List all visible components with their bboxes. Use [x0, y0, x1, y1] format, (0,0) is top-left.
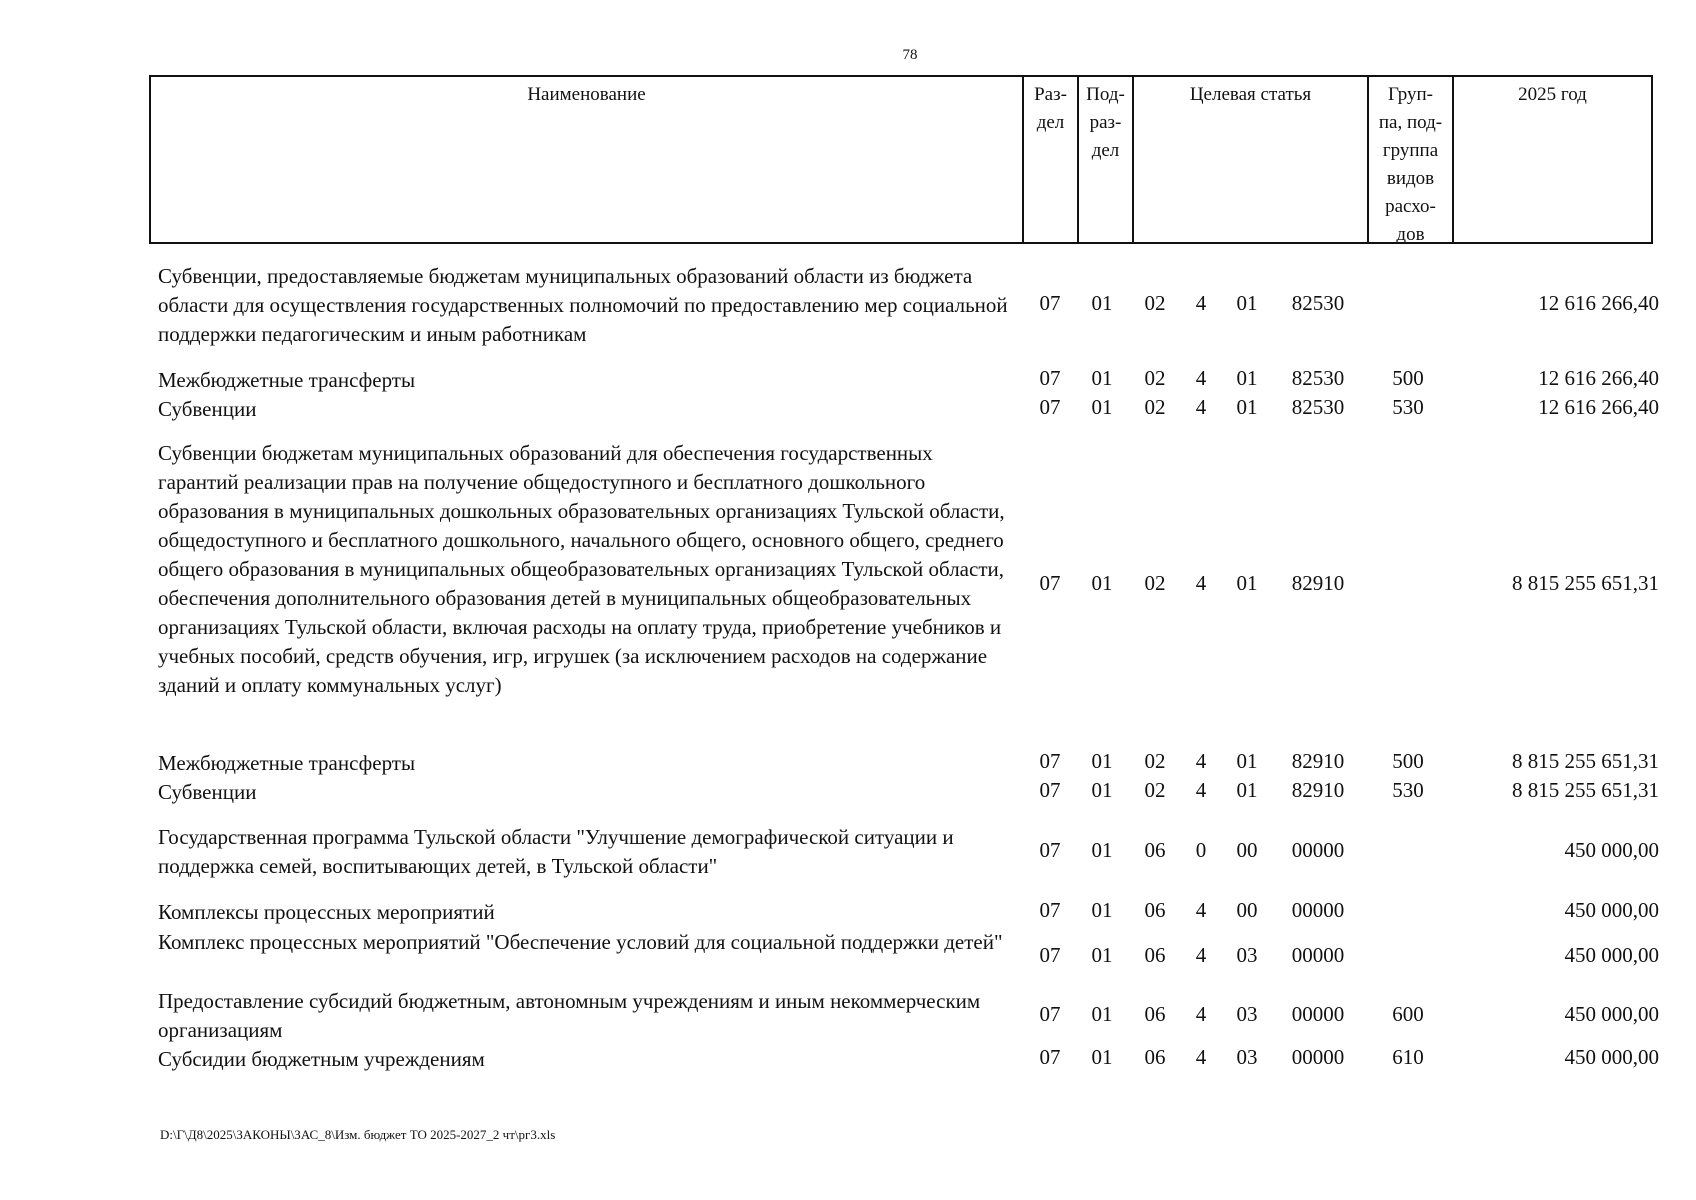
row-razdel: 07 — [1039, 291, 1061, 315]
row-name: Предоставление субсидий бюджетным, автономным учреждениям и иным некоммерческим организациям — [158, 989, 981, 1042]
row-group: 500 — [1392, 366, 1424, 390]
table-row — [0, 928, 1696, 988]
row-target-1: 06 — [1144, 838, 1166, 862]
table-row — [0, 395, 1696, 425]
row-razdel: 07 — [1039, 838, 1061, 862]
row-target-4: 82530 — [1291, 291, 1345, 315]
row-amount: 450 000,00 — [1564, 898, 1659, 922]
row-podrazdel: 01 — [1091, 1045, 1113, 1069]
row-podrazdel: 01 — [1091, 778, 1113, 802]
row-podrazdel: 01 — [1091, 749, 1113, 773]
row-target-1: 02 — [1144, 291, 1166, 315]
row-target-2: 0 — [1195, 838, 1207, 862]
row-amount: 450 000,00 — [1564, 1045, 1659, 1069]
row-razdel: 07 — [1039, 395, 1061, 419]
row-target-3: 01 — [1236, 291, 1258, 315]
table-row — [0, 1045, 1696, 1075]
row-target-4: 00000 — [1291, 898, 1345, 922]
row-target-2: 4 — [1195, 571, 1207, 595]
table-row — [0, 749, 1696, 779]
row-podrazdel: 01 — [1091, 1002, 1113, 1026]
row-amount: 12 616 266,40 — [1538, 366, 1659, 390]
header-year: 2025 год — [1518, 84, 1587, 105]
row-podrazdel: 01 — [1091, 943, 1113, 967]
row-name: Комплекс процессных мероприятий "Обеспечение условий для социальной поддержки детей" — [158, 930, 1003, 954]
row-target-4: 00000 — [1291, 838, 1345, 862]
row-amount: 8 815 255 651,31 — [1512, 749, 1659, 773]
row-target-1: 02 — [1144, 395, 1166, 419]
row-target-3: 03 — [1236, 943, 1258, 967]
row-amount: 8 815 255 651,31 — [1512, 571, 1659, 595]
table-row — [0, 439, 1696, 731]
row-group: 530 — [1392, 778, 1424, 802]
page-number: 78 — [902, 47, 918, 63]
row-podrazdel: 01 — [1091, 838, 1113, 862]
row-target-4: 82910 — [1291, 749, 1345, 773]
row-target-4: 82910 — [1291, 571, 1345, 595]
table-row — [0, 987, 1696, 1047]
row-target-2: 4 — [1195, 778, 1207, 802]
row-razdel: 07 — [1039, 1002, 1061, 1026]
row-target-3: 01 — [1236, 778, 1258, 802]
row-razdel: 07 — [1039, 778, 1061, 802]
row-podrazdel: 01 — [1091, 366, 1113, 390]
row-target-2: 4 — [1195, 943, 1207, 967]
row-target-1: 06 — [1144, 943, 1166, 967]
row-target-1: 02 — [1144, 571, 1166, 595]
row-target-2: 4 — [1195, 898, 1207, 922]
row-target-3: 01 — [1236, 395, 1258, 419]
row-target-4: 00000 — [1291, 1045, 1345, 1069]
row-amount: 12 616 266,40 — [1538, 291, 1659, 315]
row-target-3: 00 — [1236, 898, 1258, 922]
row-target-3: 03 — [1236, 1002, 1258, 1026]
row-razdel: 07 — [1039, 571, 1061, 595]
row-name: Субсидии бюджетным учреждениям — [158, 1047, 485, 1071]
row-target-3: 00 — [1236, 838, 1258, 862]
row-target-2: 4 — [1195, 395, 1207, 419]
row-group: 500 — [1392, 749, 1424, 773]
header-name: Наименование — [527, 84, 646, 105]
table-row — [0, 366, 1696, 396]
row-razdel: 07 — [1039, 943, 1061, 967]
table-row — [0, 898, 1696, 928]
row-name: Субвенции — [158, 780, 257, 804]
file-path-footer: D:\Г\Д8\2025\ЗАКОНЫ\ЗАС_8\Изм. бюджет ТО 2025-2027_2 чт\рг3.xls — [160, 1127, 556, 1142]
header-podrazdel: Под- раз- дел — [1086, 84, 1125, 161]
row-razdel: 07 — [1039, 898, 1061, 922]
row-target-3: 01 — [1236, 571, 1258, 595]
header-target: Целевая статья — [1189, 84, 1312, 105]
row-podrazdel: 01 — [1091, 571, 1113, 595]
row-name: Межбюджетные трансферты — [158, 751, 416, 775]
row-podrazdel: 01 — [1091, 291, 1113, 315]
row-amount: 12 616 266,40 — [1538, 395, 1659, 419]
table-row — [0, 778, 1696, 808]
row-target-1: 06 — [1144, 1002, 1166, 1026]
row-target-2: 4 — [1195, 749, 1207, 773]
table-row — [0, 823, 1696, 883]
row-target-1: 02 — [1144, 749, 1166, 773]
row-target-1: 06 — [1144, 1045, 1166, 1069]
row-podrazdel: 01 — [1091, 395, 1113, 419]
row-name: Субвенции бюджетам муниципальных образований для обеспечения государственных гарантий реализации прав на получение общедоступного и бесплатного дошкольного образования в муниципальных дошкольных образовательных организациях Тульской области, общедоступного и бесплатного дошкольного, начального общего, основного общего, среднего общего образования в муниципальных общеобразовательных организациях Тульской области, обеспечения дополнительного образования детей в муниципальных общеобразовательных организациях Тульской области, включая расходы на оплату труда, приобретение учебников и учебных пособий, средств обучения, игр, игрушек (за исключением расходов на содержание зданий и оплату коммунальных услуг) — [158, 441, 1005, 697]
row-group: 530 — [1392, 395, 1424, 419]
row-target-2: 4 — [1195, 291, 1207, 315]
row-target-2: 4 — [1195, 1002, 1207, 1026]
row-target-4: 82910 — [1291, 778, 1345, 802]
row-podrazdel: 01 — [1091, 898, 1113, 922]
row-target-4: 00000 — [1291, 1002, 1345, 1026]
row-name: Субвенции — [158, 397, 257, 421]
table-row — [0, 262, 1696, 352]
row-amount: 8 815 255 651,31 — [1512, 778, 1659, 802]
row-amount: 450 000,00 — [1564, 838, 1659, 862]
row-amount: 450 000,00 — [1564, 943, 1659, 967]
row-razdel: 07 — [1039, 366, 1061, 390]
row-target-4: 82530 — [1291, 395, 1345, 419]
row-target-4: 82530 — [1291, 366, 1345, 390]
header-group: Груп- па, под- группа видов расхо- дов — [1378, 84, 1443, 245]
row-name: Государственная программа Тульской области "Улучшение демографической ситуации и поддержка семей, воспитывающих детей, в Тульской области" — [158, 825, 954, 878]
row-target-2: 4 — [1195, 1045, 1207, 1069]
row-group: 600 — [1392, 1002, 1424, 1026]
row-target-1: 06 — [1144, 898, 1166, 922]
row-name: Комплексы процессных мероприятий — [158, 900, 495, 924]
row-target-1: 02 — [1144, 778, 1166, 802]
header-razdel: Раз- дел — [1034, 84, 1067, 133]
row-amount: 450 000,00 — [1564, 1002, 1659, 1026]
row-razdel: 07 — [1039, 749, 1061, 773]
row-group: 610 — [1392, 1045, 1424, 1069]
row-target-1: 02 — [1144, 366, 1166, 390]
row-target-4: 00000 — [1291, 943, 1345, 967]
row-name: Субвенции, предоставляемые бюджетам муниципальных образований области из бюджета области для осуществления государственных полномочий по предоставлению мер социальной поддержки педагогическим и иным работникам — [158, 264, 1008, 346]
row-target-2: 4 — [1195, 366, 1207, 390]
row-target-3: 01 — [1236, 366, 1258, 390]
row-razdel: 07 — [1039, 1045, 1061, 1069]
row-name: Межбюджетные трансферты — [158, 368, 416, 392]
row-target-3: 03 — [1236, 1045, 1258, 1069]
row-target-3: 01 — [1236, 749, 1258, 773]
